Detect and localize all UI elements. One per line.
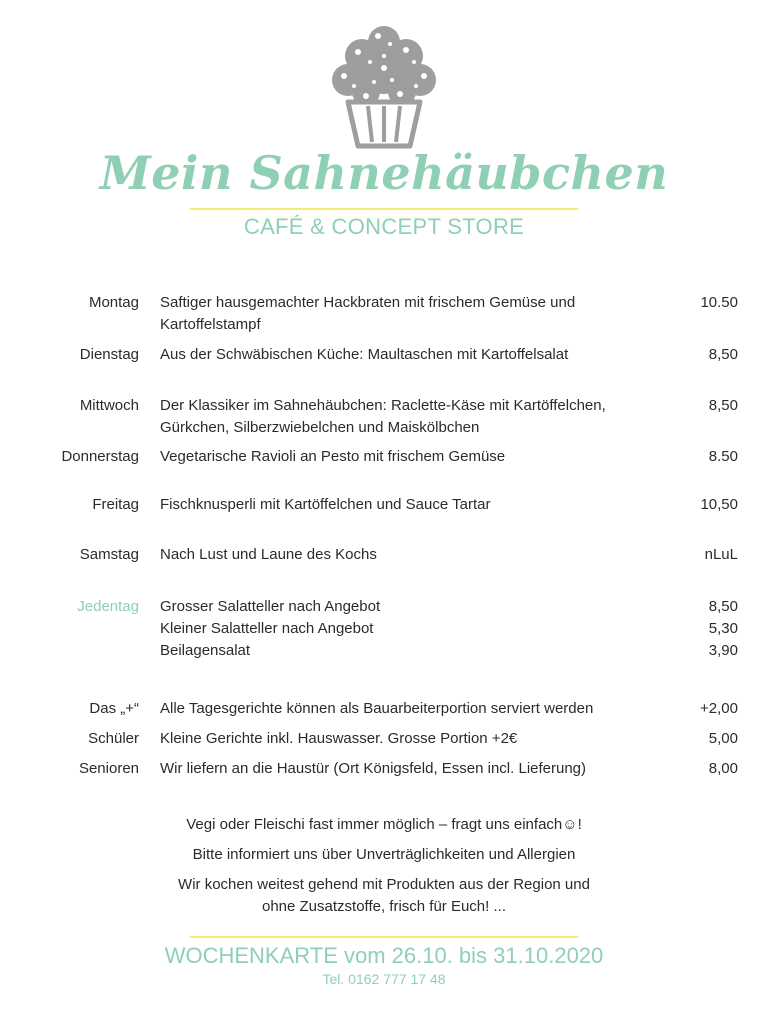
- menu-price: 10,50: [700, 496, 738, 513]
- menu-day: Montag: [88, 294, 139, 311]
- brand-title: Mein Sahnehäubchen: [99, 146, 669, 200]
- menu-price: nLuL: [704, 546, 738, 563]
- menu-day: Das „+“: [89, 700, 139, 717]
- menu-day: Samstag: [79, 546, 139, 563]
- menu-description: Alle Tagesgerichte können als Bauarbeiterportion serviert werden: [160, 700, 594, 717]
- menu-description: Wir liefern an die Haustür (Ort Königsfeld, Essen incl. Lieferung): [160, 760, 587, 777]
- menu-day: Donnerstag: [61, 448, 139, 465]
- note-vegi: Vegi oder Fleischi fast immer möglich – fragt uns einfach☺!: [186, 816, 582, 833]
- menu-price: 8,50: [708, 346, 738, 363]
- menu-price: 8.50: [708, 448, 738, 465]
- brand-subtitle: CAFÉ & CONCEPT STORE: [243, 214, 525, 239]
- menu-day: Jedentag: [77, 598, 139, 615]
- phone-number: Tel. 0162 777 17 48: [322, 971, 446, 987]
- cupcake-icon: [326, 22, 442, 150]
- menu-description: Der Klassiker im Sahnehäubchen: Raclette-Käse mit Kartöffelchen, Gürkchen, Silberzwiebelchen und Maiskölbchen: [160, 397, 606, 436]
- menu-description: Fischknusperli mit Kartöffelchen und Sauce Tartar: [160, 496, 491, 513]
- note-region: Wir kochen weitest gehend mit Produkten aus der Region und ohne Zusatzstoffe, frisch für Euch! ...: [178, 876, 590, 915]
- menu-price: +2,00: [700, 700, 738, 717]
- menu-day: Mittwoch: [79, 397, 139, 414]
- footer-divider: [190, 936, 578, 938]
- menu-description: Aus der Schwäbischen Küche: Maultaschen mit Kartoffelsalat: [160, 346, 569, 363]
- menu-day: Senioren: [78, 760, 139, 777]
- menu-day: Freitag: [92, 496, 139, 513]
- menu-description: Vegetarische Ravioli an Pesto mit frischem Gemüse: [160, 448, 506, 465]
- menu-price: 8,00: [708, 760, 738, 777]
- menu-price: 5,00: [708, 730, 738, 747]
- week-card-title: WOCHENKARTE vom 26.10. bis 31.10.2020: [164, 943, 604, 968]
- menu-day: Dienstag: [79, 346, 139, 363]
- menu-description: Grosser Salatteller nach Angebot Kleiner Salatteller nach Angebot Beilagensalat: [160, 598, 381, 659]
- menu-description: Saftiger hausgemachter Hackbraten mit frischem Gemüse und Kartoffelstampf: [160, 294, 576, 333]
- menu-description: Kleine Gerichte inkl. Hauswasser. Grosse Portion +2€: [160, 730, 518, 747]
- menu-price: 10.50: [700, 294, 738, 311]
- menu-description: Nach Lust und Laune des Kochs: [160, 546, 377, 563]
- menu-price: 8,50: [708, 397, 738, 414]
- menu-day: Schüler: [88, 730, 139, 747]
- menu-price: 8,50 5,30 3,90: [708, 598, 738, 659]
- header-divider: [190, 208, 578, 210]
- note-allergies: Bitte informiert uns über Unverträglichkeiten und Allergien: [192, 846, 576, 863]
